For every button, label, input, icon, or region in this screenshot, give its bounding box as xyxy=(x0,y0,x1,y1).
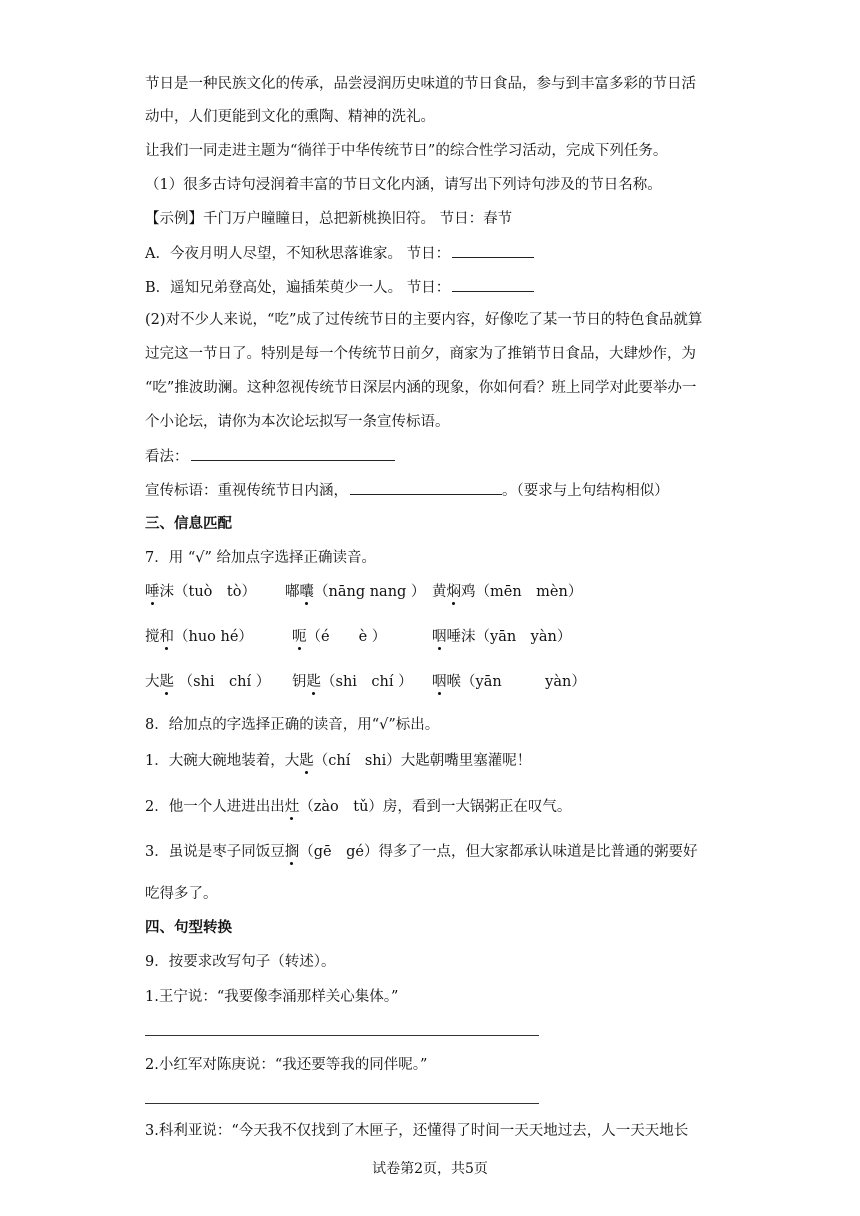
intro-line-1: 节日是一种民族文化的传承，品尝浸润历史味道的节日食品，参与到丰富多彩的节日活 xyxy=(145,76,696,92)
q2-line-4: 个小论坛，请你为本次论坛拟写一条宣传标语。 xyxy=(145,414,450,430)
q7-item-pre: 嘟 xyxy=(285,584,300,600)
q7-item xyxy=(432,627,571,647)
page-footer: 试卷第2页，共5页 xyxy=(372,1161,488,1177)
q8-item-2-pre: 2．他一个人进进出出 xyxy=(145,799,285,815)
q1-item-a-text: A．今夜月明人尽望，不知秋思落谁家。 节日： xyxy=(145,246,451,262)
q9-sentence-3: 3.科利亚说：“今天我不仅找到了木匣子，还懂得了时间一天天地过去，人一天天地长 xyxy=(145,1123,689,1139)
q8-item-1-post: （chí shi）大匙朝嘴里塞灌呢！ xyxy=(313,753,532,769)
q2-slogan-suffix: 。（要求与上句结构相似） xyxy=(502,483,669,499)
q7-item-post: （huo hé） xyxy=(174,629,253,645)
q8-item-2 xyxy=(145,797,571,817)
section-4-title: 四、句型转换 xyxy=(145,919,232,936)
q9-prompt: 9．按要求改写句子（转述）。 xyxy=(145,954,336,970)
q8-item-3-post: （gē gé）得多了一点，但大家都承认味道是比普通的粥要好 xyxy=(299,844,698,860)
q2-slogan-prefix: 宣传标语：重视传统节日内涵， xyxy=(145,483,348,499)
q7-item xyxy=(432,582,582,602)
q1-item-b xyxy=(145,277,534,298)
q7-item xyxy=(145,582,256,602)
q7-item-post: 喉（yān yàn） xyxy=(446,674,586,690)
q7-item-pre: 钥 xyxy=(292,674,307,690)
q7-item xyxy=(145,672,270,692)
q7-item-post: （shi chí ） xyxy=(321,674,413,690)
q7-item-dotted-char: 唾 xyxy=(145,584,160,600)
q2-view-blank[interactable] xyxy=(191,446,395,461)
q7-prompt: 7．用 “√” 给加点字选择正确读音。 xyxy=(145,550,377,566)
q2-slogan-blank[interactable] xyxy=(350,480,502,495)
q1-item-b-blank[interactable] xyxy=(452,277,534,292)
q9-sentence-1: 1.王宁说：“我要像李涌那样关心集体。” xyxy=(145,989,399,1005)
q7-item-dotted-char: 匙 xyxy=(159,674,174,690)
q2-slogan xyxy=(145,480,669,501)
intro-line-2: 动中，人们更能到文化的熏陶、精神的洗礼。 xyxy=(145,109,435,125)
q1-item-a-blank[interactable] xyxy=(452,243,534,258)
q2-view xyxy=(145,446,395,467)
q7-item-post: 沫（tuò tò） xyxy=(159,584,256,600)
q7-item-post: （é è ） xyxy=(306,629,387,645)
q8-item-2-post: （zào tǔ）房，看到一大锅粥正在叹气。 xyxy=(299,799,572,815)
q7-item-dotted-char: 和 xyxy=(159,629,174,645)
q2-line-1: (2)对不少人来说，“吃”成了过传统节日的主要内容，好像吃了某一节日的特色食品就算 xyxy=(145,312,703,328)
q1-item-b-text: B．遥知兄弟登高处，遍插茱萸少一人。 节日： xyxy=(145,280,451,296)
intro-line-3: 让我们一同走进主题为“徜徉于中华传统节日”的综合性学习活动，完成下列任务。 xyxy=(145,143,668,159)
q8-item-1-pre: 1．大碗大碗地装着，大 xyxy=(145,753,300,769)
q9-answer-line-1[interactable] xyxy=(145,1035,539,1036)
q2-line-3: “吃”推波助澜。这种忽视传统节日深层内涵的现象，你如何看？班上同学对此要举办一 xyxy=(145,380,697,396)
q9-answer-line-2[interactable] xyxy=(145,1103,539,1104)
q7-item-pre: 大 xyxy=(145,674,160,690)
q7-item-post: （shi chí ） xyxy=(174,674,271,690)
q1-item-a xyxy=(145,243,534,264)
section-3-title: 三、信息匹配 xyxy=(145,515,232,532)
q8-prompt: 8．给加点的字选择正确的读音，用“√”标出。 xyxy=(145,717,440,733)
q8-item-1 xyxy=(145,751,531,771)
q8-item-3-continued: 吃得多了。 xyxy=(145,886,218,902)
q7-item-pre: 黄 xyxy=(432,584,447,600)
q7-item xyxy=(285,582,425,602)
q7-item-pre: 搅 xyxy=(145,629,160,645)
q7-item xyxy=(432,672,586,692)
q9-sentence-2: 2.小红军对陈庚说：“我还要等我的同伴呢。” xyxy=(145,1057,428,1073)
q8-item-2-dotted-char: 灶 xyxy=(284,799,300,815)
q8-item-1-dotted-char: 匙 xyxy=(299,753,314,769)
q1-prompt: （1）很多古诗句浸润着丰富的节日文化内涵，请写出下列诗句涉及的节日名称。 xyxy=(145,177,662,193)
q7-item-post: 唾沫（yān yàn） xyxy=(446,629,572,645)
q7-item xyxy=(145,627,253,647)
q7-item-dotted-char: 囔 xyxy=(299,584,314,600)
q7-item xyxy=(292,672,413,692)
q8-item-3 xyxy=(145,842,697,862)
q8-item-3-dotted-char: 搁 xyxy=(284,844,300,860)
q7-item-post: 鸡（mēn mèn） xyxy=(461,584,583,600)
q7-item-dotted-char: 咽 xyxy=(432,674,447,690)
q2-view-label: 看法： xyxy=(145,449,189,465)
q7-item xyxy=(292,627,386,647)
q7-item-dotted-char: 咽 xyxy=(432,629,447,645)
q7-item-dotted-char: 匙 xyxy=(306,674,321,690)
q8-item-3-pre: 3．虽说是枣子同饭豆 xyxy=(145,844,285,860)
q7-item-dotted-char: 呃 xyxy=(292,629,307,645)
q7-item-dotted-char: 焖 xyxy=(446,584,461,600)
q1-example: 【示例】千门万户瞳瞳日，总把新桃换旧符。 节日：春节 xyxy=(145,211,513,227)
q7-item-post: （nāng nang ） xyxy=(314,584,426,600)
q2-line-2: 过完这一节日了。特别是每一个传统节日前夕，商家为了推销节日食品，大肆炒作，为 xyxy=(145,346,696,362)
